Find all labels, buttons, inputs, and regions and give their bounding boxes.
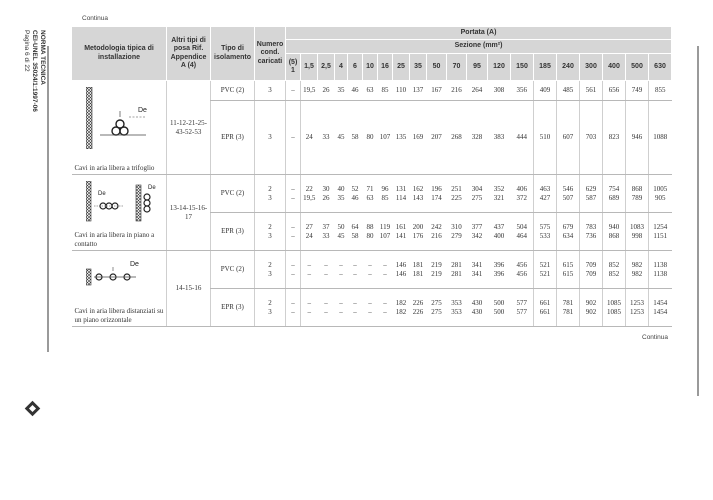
value-cell: – – — [363, 251, 378, 289]
value-cell: 200 176 — [410, 213, 427, 251]
value-cell: 219 219 — [427, 251, 447, 289]
value-cell: 463 427 — [534, 175, 557, 213]
value-cell: 207 — [427, 101, 447, 175]
value-cell: – – — [335, 289, 348, 327]
conductors-cell: 2 3 — [255, 213, 286, 251]
page-number: Pagina 6 di 22 — [23, 30, 30, 72]
value-cell: 661 661 — [534, 289, 557, 327]
value-cell: 781 781 — [557, 289, 580, 327]
value-cell: 1088 — [649, 101, 672, 175]
insulation-cell: EPR (3) — [211, 289, 255, 327]
note-label: (5) — [288, 58, 298, 66]
value-cell: 107 — [378, 101, 393, 175]
value-cell: 131 114 — [393, 175, 410, 213]
value-cell: 110 — [393, 81, 410, 101]
header-sezione: Sezione (mm²) — [286, 40, 672, 54]
method-cell — [72, 175, 167, 251]
section-header-cell: 16 — [378, 54, 393, 81]
value-cell: 181 181 — [410, 251, 427, 289]
value-cell: 135 — [393, 101, 410, 175]
value-cell: 161 141 — [393, 213, 410, 251]
left-margin-rule — [47, 46, 49, 352]
header-conductors: Numero cond. caricati — [255, 27, 286, 81]
value-cell: 137 — [410, 81, 427, 101]
conductors-cell: 2 3 — [255, 251, 286, 289]
value-cell: 1005 905 — [649, 175, 672, 213]
norm-code: CEI-UNEL 35024/1:1997-06 — [31, 30, 38, 112]
value-cell: 27 24 — [301, 213, 318, 251]
value-cell: 304 275 — [467, 175, 488, 213]
section-header-cell: 2,5 — [318, 54, 335, 81]
value-cell: 510 — [534, 101, 557, 175]
other-types-cell: 11-12-21-25-43-52-53 — [167, 81, 211, 175]
method-caption: Cavi in aria libera a trifoglio — [74, 163, 155, 172]
section-header-cell: 10 — [363, 54, 378, 81]
value-cell: 275 275 — [427, 289, 447, 327]
section-label: 1 — [291, 67, 295, 74]
value-cell: 169 — [410, 101, 427, 175]
value-cell: – – — [363, 289, 378, 327]
value-cell: 855 — [649, 81, 672, 101]
insulation-cell: EPR (3) — [211, 101, 255, 175]
header-note — [286, 54, 301, 81]
value-cell: 88 80 — [363, 213, 378, 251]
value-cell: 264 — [467, 81, 488, 101]
table-row — [72, 81, 672, 101]
value-cell: 182 182 — [393, 289, 410, 327]
value-cell: 679 634 — [557, 213, 580, 251]
section-header-cell: 6 — [348, 54, 363, 81]
table-row — [72, 175, 672, 213]
value-cell: – – — [348, 251, 363, 289]
value-cell: 852 852 — [603, 251, 626, 289]
value-cell: 754 689 — [603, 175, 626, 213]
section-header-cell: 500 — [626, 54, 649, 81]
table-row — [72, 251, 672, 289]
svg-text:De: De — [97, 191, 106, 197]
value-cell: – – — [301, 251, 318, 289]
current-capacity-table — [71, 26, 672, 327]
method-cell — [72, 251, 167, 327]
value-cell: 71 63 — [363, 175, 378, 213]
value-cell: 196 174 — [427, 175, 447, 213]
value-cell: 58 — [348, 101, 363, 175]
value-cell: 167 — [427, 81, 447, 101]
value-cell: 783 736 — [580, 213, 603, 251]
value-cell: 749 — [626, 81, 649, 101]
continued-bottom-label: Continua — [642, 334, 669, 341]
norm-label: NORMA TECNICA — [39, 30, 46, 86]
value-cell: 35 — [335, 81, 348, 101]
value-cell: 63 — [363, 81, 378, 101]
section-header-cell: 400 — [603, 54, 626, 81]
value-cell: 1138 1138 — [649, 251, 672, 289]
section-1-cell: – — [286, 101, 301, 175]
value-cell: 52 46 — [348, 175, 363, 213]
svg-text:De: De — [147, 185, 156, 191]
value-cell: 546 507 — [557, 175, 580, 213]
section-header-cell: 300 — [580, 54, 603, 81]
value-cell: 561 — [580, 81, 603, 101]
value-cell: 251 225 — [447, 175, 467, 213]
value-cell: 341 341 — [467, 251, 488, 289]
section-1-cell: – – — [286, 175, 301, 213]
section-header-cell: 35 — [410, 54, 427, 81]
value-cell: 46 — [348, 81, 363, 101]
value-cell: 902 902 — [580, 289, 603, 327]
value-cell: 377 342 — [467, 213, 488, 251]
value-cell: 406 372 — [511, 175, 534, 213]
value-cell: 50 45 — [335, 213, 348, 251]
right-margin-rule — [697, 46, 699, 396]
section-header-cell: 4 — [335, 54, 348, 81]
section-header-cell: 1,5 — [301, 54, 318, 81]
value-cell: – – — [335, 251, 348, 289]
value-cell: 396 396 — [488, 251, 511, 289]
section-header-cell: 240 — [557, 54, 580, 81]
value-cell: 310 279 — [447, 213, 467, 251]
value-cell: 119 107 — [378, 213, 393, 251]
method-caption: Cavi in aria libera distanziati su un piano orizzontale — [74, 307, 164, 324]
conductors-cell: 2 3 — [255, 175, 286, 213]
header-other-types: Altri tipi di posa Rif. Appendice A (4) — [167, 27, 211, 81]
svg-text:De: De — [129, 261, 139, 268]
value-cell: 242 216 — [427, 213, 447, 251]
section-header-cell: 120 — [488, 54, 511, 81]
value-cell: 575 533 — [534, 213, 557, 251]
section-1-cell: – – — [286, 251, 301, 289]
value-cell: 607 — [557, 101, 580, 175]
value-cell: – – — [348, 289, 363, 327]
value-cell: 281 281 — [447, 251, 467, 289]
value-cell: – – — [378, 289, 393, 327]
value-cell: 162 143 — [410, 175, 427, 213]
value-cell: 30 26 — [318, 175, 335, 213]
value-cell: 96 85 — [378, 175, 393, 213]
continued-top-label: Continua — [82, 15, 109, 22]
value-cell: 629 587 — [580, 175, 603, 213]
value-cell: 19,5 — [301, 81, 318, 101]
value-cell: 40 35 — [335, 175, 348, 213]
value-cell: 437 400 — [488, 213, 511, 251]
value-cell: 45 — [335, 101, 348, 175]
value-cell: 85 — [378, 81, 393, 101]
value-cell: 22 19,5 — [301, 175, 318, 213]
value-cell: 26 — [318, 81, 335, 101]
value-cell: 521 521 — [534, 251, 557, 289]
section-header-cell: 95 — [467, 54, 488, 81]
value-cell: 430 430 — [467, 289, 488, 327]
value-cell: 33 — [318, 101, 335, 175]
header-portata: Portata (A) — [286, 27, 672, 40]
value-cell: 577 577 — [511, 289, 534, 327]
value-cell: 823 — [603, 101, 626, 175]
insulation-cell: PVC (2) — [211, 81, 255, 101]
method-cell — [72, 81, 167, 175]
svg-text:De: De — [137, 107, 147, 114]
section-header-cell: 50 — [427, 54, 447, 81]
insulation-cell: PVC (2) — [211, 251, 255, 289]
value-cell: 504 464 — [511, 213, 534, 251]
value-cell: – – — [318, 251, 335, 289]
section-1-cell: – – — [286, 213, 301, 251]
value-cell: 982 982 — [626, 251, 649, 289]
document-sidebar — [8, 28, 48, 188]
value-cell: 37 33 — [318, 213, 335, 251]
header-insulation: Tipo di isolamento — [211, 27, 255, 81]
value-cell: 146 146 — [393, 251, 410, 289]
value-cell: – – — [378, 251, 393, 289]
value-cell: 940 868 — [603, 213, 626, 251]
value-cell: 353 353 — [447, 289, 467, 327]
conductors-cell: 3 — [255, 101, 286, 175]
other-types-cell: 14-15-16 — [167, 251, 211, 327]
section-header-cell: 25 — [393, 54, 410, 81]
section-1-cell: – — [286, 81, 301, 101]
value-cell: – – — [318, 289, 335, 327]
section-header-cell: 70 — [447, 54, 467, 81]
value-cell: 356 — [511, 81, 534, 101]
value-cell: 456 456 — [511, 251, 534, 289]
section-1-cell: – – — [286, 289, 301, 327]
value-cell: 226 226 — [410, 289, 427, 327]
value-cell: 1253 1253 — [626, 289, 649, 327]
cei-logo-icon — [25, 401, 41, 417]
value-cell: 1085 1085 — [603, 289, 626, 327]
value-cell: 1083 998 — [626, 213, 649, 251]
value-cell: 328 — [467, 101, 488, 175]
header-method: Metodologia tipica di installazione — [72, 27, 167, 81]
method-caption: Cavi in aria libera in piano a contatto — [74, 231, 155, 248]
section-header-cell: 150 — [511, 54, 534, 81]
value-cell: 383 — [488, 101, 511, 175]
value-cell: 500 500 — [488, 289, 511, 327]
other-types-cell: 13-14-15-16-17 — [167, 175, 211, 251]
insulation-cell: PVC (2) — [211, 175, 255, 213]
value-cell: 868 789 — [626, 175, 649, 213]
value-cell: 1454 1454 — [649, 289, 672, 327]
value-cell: 308 — [488, 81, 511, 101]
conductors-cell: 2 3 — [255, 289, 286, 327]
section-header-cell: 630 — [649, 54, 672, 81]
value-cell: 80 — [363, 101, 378, 175]
value-cell: – – — [301, 289, 318, 327]
value-cell: 409 — [534, 81, 557, 101]
value-cell: 352 321 — [488, 175, 511, 213]
value-cell: 268 — [447, 101, 467, 175]
value-cell: 485 — [557, 81, 580, 101]
value-cell: 216 — [447, 81, 467, 101]
value-cell: 64 58 — [348, 213, 363, 251]
value-cell: 1254 1151 — [649, 213, 672, 251]
value-cell: 709 709 — [580, 251, 603, 289]
value-cell: 656 — [603, 81, 626, 101]
insulation-cell: EPR (3) — [211, 213, 255, 251]
section-header-cell: 185 — [534, 54, 557, 81]
value-cell: 946 — [626, 101, 649, 175]
value-cell: 703 — [580, 101, 603, 175]
value-cell: 615 615 — [557, 251, 580, 289]
value-cell: 24 — [301, 101, 318, 175]
value-cell: 444 — [511, 101, 534, 175]
conductors-cell: 3 — [255, 81, 286, 101]
